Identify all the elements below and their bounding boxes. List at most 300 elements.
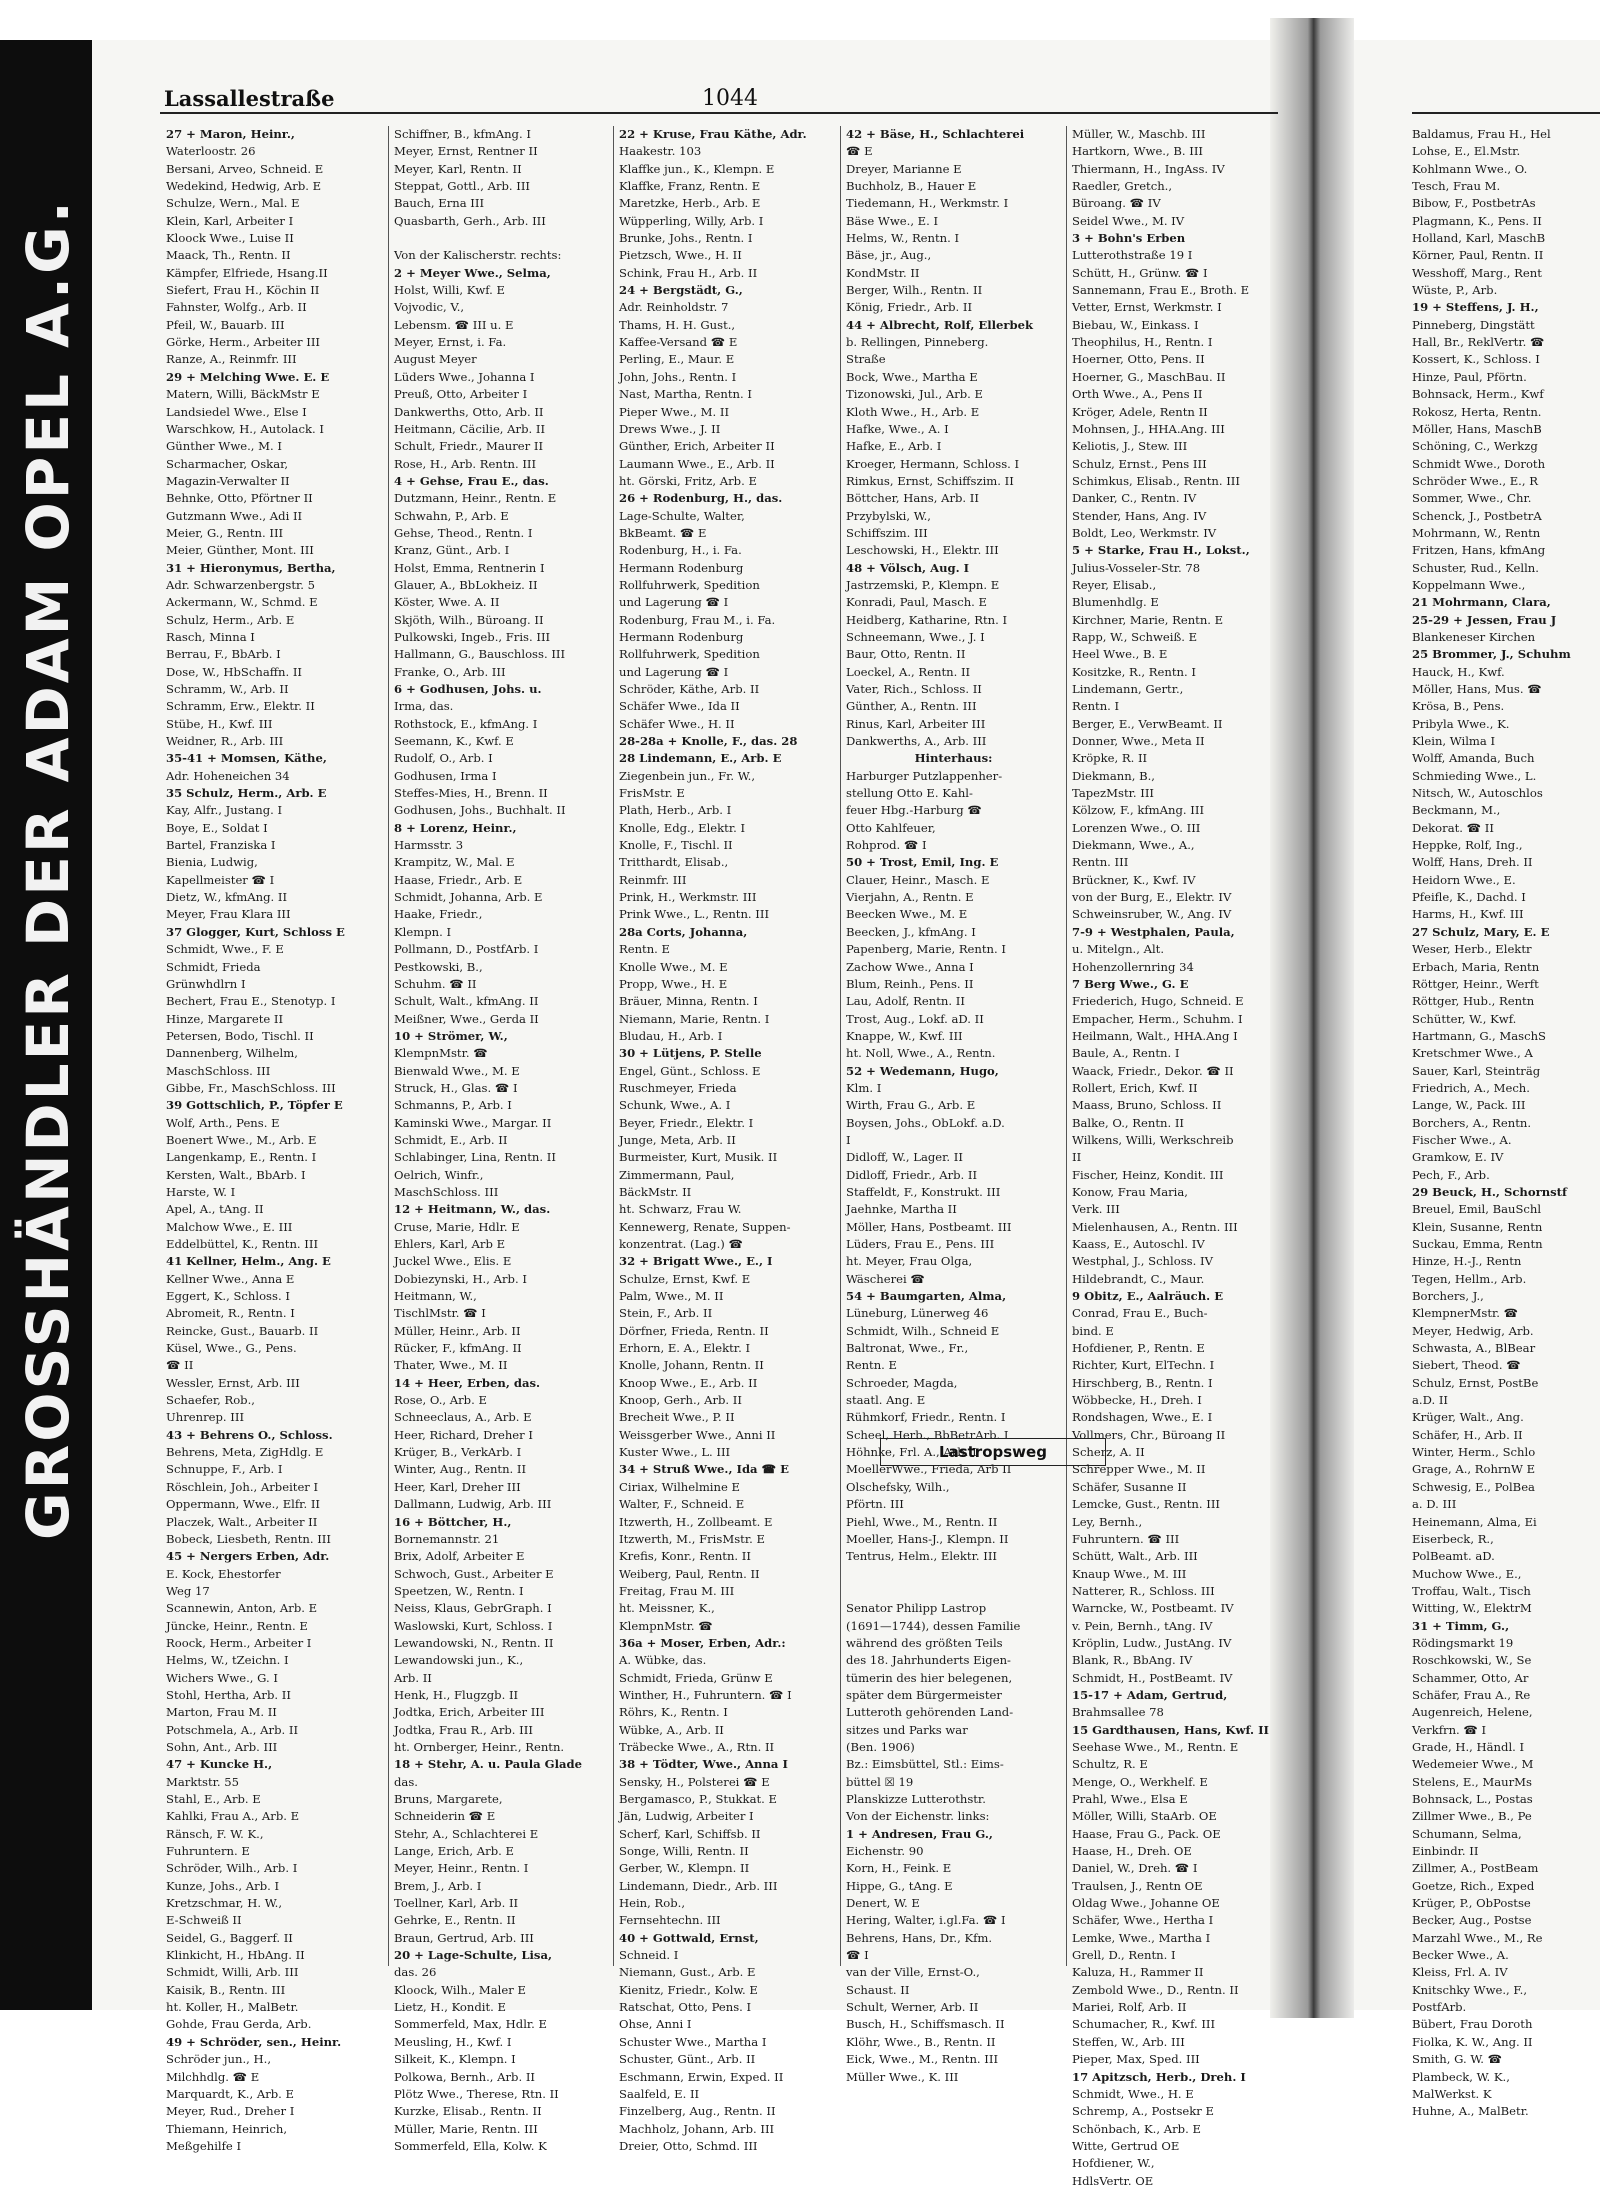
directory-entry: Schäfer, H., Arb. II: [1412, 1427, 1523, 1442]
directory-entry: Lohse, E., El.Mstr.: [1412, 144, 1521, 159]
directory-entry: Schmidt, Frieda: [166, 959, 261, 974]
directory-entry: Schneiderin ☎ E: [394, 1809, 496, 1824]
directory-entry: Schmidt, Wilh., Schneid E: [846, 1323, 1000, 1338]
directory-entry: Hauck, H., Kwf.: [1412, 664, 1505, 679]
directory-entry: Piehl, Wwe., M., Rentn. II: [846, 1514, 998, 1529]
directory-entry: van der Ville, Ernst-O.,: [846, 1965, 980, 1980]
directory-entry: 42 + Bäse, H., Schlachterei: [846, 127, 1025, 141]
directory-entry: Schäfer, Frau A., Re: [1412, 1687, 1531, 1702]
directory-entry: Lau, Adolf, Rentn. II: [846, 994, 965, 1009]
directory-entry: Schneemann, Wwe., J. I: [846, 629, 985, 644]
directory-entry: Stahl, E., Arb. E: [166, 1792, 261, 1806]
directory-entry: Steppat, Gottl., Arb. III: [394, 179, 531, 194]
directory-entry: Schmidt, Willi, Arb. III: [166, 1965, 299, 1980]
directory-entry: Schmidt, H., PostBeamt. IV: [1072, 1670, 1233, 1685]
directory-entry: Petersen, Bodo, Tischl. II: [166, 1028, 314, 1043]
directory-entry: Roock, Herm., Arbeiter I: [166, 1635, 312, 1650]
directory-entry: Burmeister, Kurt, Musik. II: [619, 1150, 778, 1165]
directory-entry: Diekmann, B.,: [1072, 768, 1155, 783]
directory-entry: Kaluza, H., Rammer II: [1072, 1965, 1204, 1980]
directory-entry: Lutteroth gehörenden Land-: [846, 1705, 1014, 1720]
directory-entry: MaschSchloss. III: [166, 1063, 271, 1078]
directory-entry: Hafke, E., Arb. I: [846, 439, 942, 454]
directory-entry: Meyer, Rud., Dreher I: [166, 2104, 295, 2119]
directory-entry: Schulze, Wern., Mal. E: [166, 196, 300, 211]
directory-entry: Steffes-Mies, H., Brenn. II: [394, 786, 548, 801]
directory-entry: Schramm, W., Arb. II: [166, 682, 289, 696]
directory-entry: Breuel, Emil, BauSchl: [1412, 1202, 1542, 1217]
directory-entry: Bobeck, Liesbeth, Rentn. III: [166, 1531, 331, 1546]
directory-entry: Kienitz, Friedr., Kolw. E: [619, 1982, 758, 1997]
directory-entry: Songe, Willi, Rentn. II: [619, 1844, 749, 1859]
directory-entry: Neiss, Klaus, GebrGraph. I: [394, 1601, 552, 1616]
directory-entry: Godhusen, Irma I: [394, 768, 497, 783]
directory-entry: Toellner, Karl, Arb. II: [394, 1896, 519, 1911]
directory-entry: 31 + Hieronymus, Bertha,: [166, 560, 336, 575]
directory-entry: 9 Obitz, E., Aalräuch. E: [1072, 1289, 1224, 1304]
directory-entry: 47 + Kuncke H.,: [166, 1757, 273, 1772]
directory-entry: 4 + Gehse, Frau E., das.: [394, 473, 549, 488]
directory-entry: Roschkowski, W., Se: [1412, 1653, 1532, 1668]
directory-entry: Vierjahn, A., Rentn. E: [846, 890, 974, 905]
directory-entry: Dreier, Otto, Schmd. III: [619, 2138, 758, 2153]
directory-entry: Knolle Wwe., M. E: [619, 959, 728, 974]
directory-entry: 16 + Böttcher, H.,: [394, 1514, 512, 1529]
directory-entry: Kapellmeister ☎ I: [166, 872, 275, 887]
directory-entry: Loeckel, A., Rentn. II: [846, 664, 971, 679]
directory-entry: Denert, W. E: [846, 1896, 920, 1911]
directory-entry: Weiberg, Paul, Rentn. II: [619, 1566, 760, 1581]
directory-entry: Marzahl Wwe., M., Re: [1412, 1930, 1543, 1945]
directory-entry: Buchholz, B., Hauer E: [846, 179, 977, 194]
directory-entry: Julius-Vosseler-Str. 78: [1072, 560, 1201, 575]
directory-entry: u. Mitelgn., Alt.: [1072, 942, 1165, 957]
directory-entry: Scharmacher, Oskar,: [166, 456, 289, 471]
directory-entry: Fischer Wwe., A.: [1412, 1132, 1512, 1147]
directory-entry: Mariei, Rolf, Arb. II: [1072, 2000, 1187, 2015]
directory-entry: Rapp, W., Schweiß. E: [1072, 629, 1198, 644]
directory-entry: Schulz, Ernst., Pens III: [1072, 456, 1207, 471]
directory-entry: Hafke, Wwe., A. I: [846, 421, 949, 436]
directory-entry: Sannemann, Frau E., Broth. E: [1072, 283, 1250, 298]
directory-entry: Lemcke, Gust., Rentn. III: [1072, 1497, 1220, 1512]
directory-entry: Dankwerths, A., Arb. III: [846, 734, 987, 749]
column-divider: [840, 126, 841, 1966]
directory-entry: 15 Gardthausen, Hans, Kwf. II: [1072, 1722, 1269, 1737]
directory-entry: Traulsen, J., Rentn OE: [1072, 1878, 1203, 1893]
directory-entry: Möller, Hans, Mus. ☎: [1412, 682, 1542, 696]
directory-entry: Tritthardt, Elisab.,: [619, 855, 729, 870]
directory-entry: Bohnsack, Herm., Kwf: [1412, 387, 1544, 402]
directory-entry: Bohnsack, L., Postas: [1412, 1792, 1533, 1806]
directory-entry: Gibbe, Fr., MaschSchloss. III: [166, 1080, 336, 1095]
directory-entry: Hermann Rodenburg: [619, 629, 744, 644]
directory-entry: Rodenburg, H., i. Fa.: [619, 543, 742, 558]
directory-entry: KlempnMstr. ☎: [619, 1618, 713, 1633]
directory-entry: Beecken Wwe., M. E: [846, 907, 968, 922]
directory-entry: 21 Mohrmann, Clara,: [1412, 595, 1551, 610]
directory-entry: Busch, H., Schiffsmasch. II: [846, 2017, 1005, 2032]
directory-entry: Bräuer, Minna, Rentn. I: [619, 994, 758, 1009]
directory-entry: Pieper, Max, Sped. III: [1072, 2052, 1200, 2067]
directory-entry: Gerber, W., Klempn. II: [619, 1861, 750, 1876]
directory-entry: Hartkorn, Wwe., B. III: [1072, 144, 1203, 159]
header-rule: [160, 112, 1278, 114]
directory-column-1: [166, 126, 384, 2153]
directory-entry: Kohlmann Wwe., O.: [1412, 161, 1528, 176]
directory-column-3: [619, 126, 835, 2153]
directory-entry: TischlMstr. ☎ I: [394, 1306, 486, 1321]
directory-entry: Moeller, Hans-J., Klempn. II: [846, 1531, 1009, 1546]
directory-entry: ht. Koller, H., MalBetr.: [166, 2000, 299, 2015]
directory-entry: Waslowski, Kurt, Schloss. I: [394, 1618, 553, 1633]
directory-entry: Blank, R., BbAng. IV: [1072, 1653, 1193, 1668]
directory-entry: Rothstock, E., kfmAng. I: [394, 716, 538, 731]
directory-entry: 35-41 + Momsen, Käthe,: [166, 751, 327, 766]
directory-entry: Sommerfeld, Ella, Kolw. K: [394, 2138, 547, 2153]
directory-entry: Bechert, Frau E., Stenotyp. I: [166, 994, 336, 1009]
directory-entry: [846, 1583, 1061, 1600]
directory-entry: Ackermann, W., Schmd. E: [166, 595, 318, 610]
directory-entry: Kloock Wwe., Luise II: [166, 231, 294, 246]
directory-entry: Marktstr. 55: [166, 1774, 240, 1789]
directory-entry: Schnuppe, F., Arb. I: [166, 1462, 283, 1477]
directory-entry: Wöbbecke, H., Dreh. I: [1072, 1393, 1202, 1408]
directory-entry: 50 + Trost, Emil, Ing. E: [846, 855, 999, 870]
directory-entry: Röttger, Hub., Rentn: [1412, 994, 1535, 1009]
directory-entry: PolBeamt. aD.: [1412, 1549, 1495, 1564]
directory-entry: Leschowski, H., Elektr. III: [846, 543, 999, 558]
directory-entry: Prink Wwe., L., Rentn. III: [619, 907, 770, 922]
directory-entry: Reinmfr. III: [619, 872, 687, 887]
directory-entry: Einbindr. II: [1412, 1844, 1479, 1859]
directory-entry: 5 + Starke, Frau H., Lokst.,: [1072, 543, 1250, 558]
directory-entry: Schmidt, Johanna, Arb. E: [394, 890, 543, 905]
directory-entry: v. Pein, Bernh., tAng. IV: [1072, 1618, 1213, 1633]
directory-entry: Gehrke, E., Rentn. II: [394, 1913, 516, 1928]
directory-entry: Lindemann, Gertr.,: [1072, 682, 1184, 696]
directory-entry: Küsel, Wwe., G., Pens.: [166, 1341, 297, 1356]
directory-entry: das. 26: [394, 1965, 437, 1980]
directory-entry: [846, 1566, 1061, 1583]
directory-entry: Wolf, Arth., Pens. E: [166, 1115, 280, 1130]
directory-entry: von der Burg, E., Elektr. IV: [1072, 890, 1232, 905]
directory-entry: Korn, H., Feink. E: [846, 1861, 952, 1876]
directory-entry: Uhrenrep. III: [166, 1410, 245, 1425]
directory-entry: Cruse, Marie, Hdlr. E: [394, 1219, 520, 1234]
directory-entry: Schwasta, A., BlBear: [1412, 1341, 1536, 1356]
directory-entry: Eick, Wwe., M., Rentn. III: [846, 2052, 999, 2067]
directory-entry: Schäfer, Wwe., Hertha I: [1072, 1913, 1214, 1928]
directory-entry: Schulz, Herm., Arb. E: [166, 612, 295, 627]
directory-entry: 2 + Meyer Wwe., Selma,: [394, 265, 551, 280]
directory-entry: Kaisik, B., Rentn. III: [166, 1982, 286, 1997]
directory-entry: Nast, Martha, Rentn. I: [619, 387, 752, 402]
directory-entry: Krefis, Konr., Rentn. II: [619, 1549, 751, 1564]
directory-entry: Rollert, Erich, Kwf. II: [1072, 1080, 1198, 1095]
directory-entry: Landsiedel Wwe., Else I: [166, 404, 307, 419]
directory-entry: Ley, Bernh.,: [1072, 1514, 1143, 1529]
directory-entry: Scheel, Herb., BbBetrArb. I: [846, 1427, 1009, 1442]
directory-entry: 37 Glogger, Kurt, Schloss E: [166, 924, 345, 939]
directory-entry: Rollfuhrwerk, Spedition: [619, 577, 760, 592]
directory-entry: Schäfer Wwe., Ida II: [619, 699, 740, 714]
directory-entry: Thater, Wwe., M. II: [394, 1358, 508, 1373]
directory-entry: Sohn, Ant., Arb. III: [166, 1739, 278, 1754]
directory-entry: Körner, Paul, Rentn. II: [1412, 248, 1544, 263]
directory-entry: Schmieding Wwe., L.: [1412, 768, 1537, 783]
directory-entry: Günther, A., Rentn. III: [846, 699, 977, 714]
directory-entry: Müller, W., Maschb. III: [1072, 127, 1206, 141]
directory-entry: Haase, Frau G., Pack. OE: [1072, 1826, 1221, 1841]
directory-entry: Tizonowski, Jul., Arb. E: [846, 387, 984, 402]
directory-entry: Potschmela, A., Arb. II: [166, 1722, 299, 1737]
directory-entry: Godhusen, Johs., Buchhalt. II: [394, 803, 566, 818]
directory-entry: bind. E: [1072, 1323, 1114, 1338]
directory-entry: Krüger, Walt., Ang.: [1412, 1410, 1524, 1425]
directory-entry: Krüger, B., VerkArb. I: [394, 1445, 522, 1460]
directory-entry: Thams, H. H. Gust.,: [619, 317, 736, 332]
directory-entry: Richter, Kurt, ElTechn. I: [1072, 1358, 1215, 1373]
directory-entry: Smith, G. W. ☎: [1412, 2052, 1503, 2067]
directory-entry: Grell, D., Rentn. I: [1072, 1948, 1176, 1963]
directory-entry: Dose, W., HbSchaffn. II: [166, 664, 302, 679]
directory-entry: BäckMstr. II: [619, 1184, 692, 1199]
directory-entry: Straße: [846, 352, 886, 367]
directory-entry: Rudolf, O., Arb. I: [394, 751, 493, 766]
directory-entry: Niemann, Gust., Arb. E: [619, 1965, 756, 1980]
directory-entry: Kaminski Wwe., Margar. II: [394, 1115, 552, 1130]
directory-entry: Weser, Herb., Elektr: [1412, 942, 1532, 957]
directory-entry: Finzelberg, Aug., Rentn. II: [619, 2104, 776, 2119]
directory-entry: Diekmann, Wwe., A.,: [1072, 838, 1195, 853]
directory-entry: Ziegenbein jun., Fr. W.,: [619, 768, 756, 783]
directory-entry: Rose, H., Arb. Rentn. III: [394, 456, 537, 471]
directory-entry: staatl. Ang. E: [846, 1393, 926, 1408]
directory-entry: Schwesig, E., PolBea: [1412, 1479, 1535, 1494]
directory-entry: MoellerWwe., Frieda, Arb II: [846, 1462, 1012, 1477]
directory-entry: Zillmer, A., PostBeam: [1412, 1861, 1539, 1876]
directory-entry: 3 + Bohn's Erben: [1072, 231, 1186, 246]
directory-entry: Pieper Wwe., M. II: [619, 404, 730, 419]
directory-entry: Beecken, J., kfmAng. I: [846, 924, 976, 939]
directory-entry: Engel, Günt., Schloss. E: [619, 1063, 761, 1078]
directory-entry: Beyer, Friedr., Elektr. I: [619, 1115, 754, 1130]
directory-entry: Wedemeier Wwe., M: [1412, 1757, 1534, 1772]
directory-entry: Mielenhausen, A., Rentn. III: [1072, 1219, 1238, 1234]
directory-entry: Schmidt, Frieda, Grünw E: [619, 1670, 773, 1685]
directory-entry: (1691—1744), dessen Familie: [846, 1618, 1021, 1633]
directory-entry: Muchow Wwe., E.,: [1412, 1566, 1522, 1581]
directory-entry: Didloff, Friedr., Arb. II: [846, 1167, 978, 1182]
directory-entry: Schaust. II: [846, 1982, 910, 1997]
directory-entry: 36a + Moser, Erben, Adr.:: [619, 1635, 786, 1650]
directory-entry: Struck, H., Glas. ☎ I: [394, 1080, 518, 1095]
directory-entry: Oldag Wwe., Johanne OE: [1072, 1896, 1220, 1911]
directory-entry: Hofdiener, P., Rentn. E: [1072, 1341, 1205, 1356]
directory-entry: b. Rellingen, Pinneberg.: [846, 335, 989, 350]
directory-entry: Schaefer, Rob.,: [166, 1393, 255, 1408]
directory-entry: das.: [394, 1774, 418, 1789]
directory-entry: Dobiezynski, H., Arb. I: [394, 1271, 527, 1286]
directory-entry: Wäscherei ☎: [846, 1271, 925, 1286]
directory-entry: Haake, Friedr.,: [394, 907, 483, 922]
directory-entry: Quasbarth, Gerh., Arb. III: [394, 213, 546, 228]
directory-entry: Machholz, Johann, Arb. III: [619, 2121, 775, 2136]
directory-entry: Boldt, Leo, Werkmstr. IV: [1072, 525, 1217, 540]
directory-entry: Berger, Wilh., Rentn. II: [846, 283, 983, 298]
directory-entry: Daniel, W., Dreh. ☎ I: [1072, 1861, 1198, 1876]
directory-entry: Lage-Schulte, Walter,: [619, 508, 745, 523]
directory-entry: Tentrus, Helm., Elektr. III: [846, 1549, 997, 1564]
directory-entry: Hippe, G., tAng. E: [846, 1878, 953, 1893]
directory-entry: Beckmann, M.,: [1412, 803, 1501, 818]
directory-entry: Bergamasco, P., Stukkat. E: [619, 1792, 777, 1806]
directory-entry: Rimkus, Ernst, Schiffszim. II: [846, 473, 1014, 488]
directory-entry: Perling, E., Maur. E: [619, 352, 735, 367]
directory-entry: Staffeldt, F., Konstrukt. III: [846, 1184, 1001, 1199]
directory-entry: Otto Kahlfeuer,: [846, 820, 936, 835]
directory-entry: Irma, das.: [394, 699, 454, 714]
directory-entry: Rentn. E: [619, 942, 671, 957]
directory-entry: Becker, Aug., Postse: [1412, 1913, 1532, 1928]
directory-entry: Seemann, K., Kwf. E: [394, 734, 514, 749]
directory-entry: Schroeder, Magda,: [846, 1375, 958, 1390]
directory-entry: Vollmers, Chr., Büroang II: [1072, 1427, 1226, 1442]
directory-entry: Preuß, Otto, Arbeiter I: [394, 387, 528, 402]
directory-entry: Fischer, Heinz, Kondit. III: [1072, 1167, 1224, 1182]
directory-entry: Pestkowski, B.,: [394, 959, 483, 974]
directory-entry: Jän, Ludwig, Arbeiter I: [619, 1809, 754, 1824]
directory-entry: Schmanns, P., Arb. I: [394, 1098, 512, 1113]
directory-entry: Marquardt, K., Arb. E: [166, 2086, 295, 2101]
directory-entry: Möller, Hans, MaschB: [1412, 421, 1542, 436]
directory-entry: Röhrs, K., Rentn. I: [619, 1705, 728, 1720]
directory-entry: Schröder jun., H.,: [166, 2052, 272, 2067]
directory-entry: Klein, Karl, Arbeiter I: [166, 213, 294, 228]
directory-entry: Klein, Wilma I: [1412, 734, 1496, 749]
directory-entry: Bartel, Franziska I: [166, 838, 276, 853]
directory-entry: Holland, Karl, MaschB: [1412, 231, 1546, 246]
directory-entry: 12 + Heitmann, W., das.: [394, 1202, 551, 1217]
directory-entry: Brix, Adolf, Arbeiter E: [394, 1549, 525, 1564]
directory-entry: Sommer, Wwe., Chr.: [1412, 491, 1532, 506]
directory-entry: Schunk, Wwe., A. I: [619, 1098, 731, 1113]
directory-entry: Matern, Willi, BäckMstr E: [166, 387, 320, 402]
directory-entry: Behrens, Meta, ZigHdlg. E: [166, 1445, 324, 1460]
directory-entry: Jodtka, Erich, Arbeiter III: [394, 1705, 545, 1720]
directory-entry: Schütt, Walt., Arb. III: [1072, 1549, 1198, 1564]
directory-entry: Kuster Wwe., L. III: [619, 1445, 731, 1460]
directory-entry: Maretzke, Herb., Arb. E: [619, 196, 761, 211]
directory-entry: Stein, F., Arb. II: [619, 1306, 713, 1321]
directory-entry: Natterer, R., Schloss. III: [1072, 1583, 1215, 1598]
directory-entry: KondMstr. II: [846, 265, 920, 280]
directory-entry: 10 + Strömer, W.,: [394, 1028, 508, 1043]
directory-entry: Wolff, Hans, Dreh. II: [1412, 855, 1533, 870]
directory-entry: Kay, Alfr., Justang. I: [166, 803, 283, 818]
directory-entry: Itzwerth, M., FrisMstr. E: [619, 1531, 765, 1546]
column-divider: [388, 126, 389, 1966]
directory-entry: Reincke, Gust., Bauarb. II: [166, 1323, 319, 1338]
directory-entry: Schütt, H., Grünw. ☎ I: [1072, 265, 1208, 280]
directory-entry: Harms, H., Kwf. III: [1412, 907, 1524, 922]
directory-entry: Rücker, F., kfmAng. II: [394, 1341, 522, 1356]
facing-header-rule: [1412, 112, 1600, 114]
directory-entry: Schwahn, P., Arb. E: [394, 508, 509, 523]
directory-entry: Klöhr, Wwe., B., Rentn. II: [846, 2034, 996, 2049]
directory-entry: Schammer, Otto, Ar: [1412, 1670, 1529, 1685]
directory-entry: Meyer, Frau Klara III: [166, 907, 291, 922]
directory-entry: Hoerner, G., MaschBau. II: [1072, 369, 1226, 384]
directory-entry: 20 + Lage-Schulte, Lisa,: [394, 1948, 553, 1963]
directory-entry: Pech, F., Arb.: [1412, 1167, 1490, 1182]
directory-entry: Wedekind, Hedwig, Arb. E: [166, 179, 322, 194]
directory-entry: Witte, Gertrud OE: [1072, 2138, 1180, 2153]
directory-entry: büttel ☒ 19: [846, 1774, 914, 1789]
directory-entry: 35 Schulz, Herm., Arb. E: [166, 786, 327, 801]
directory-entry: Krampitz, W., Mal. E: [394, 855, 515, 870]
directory-entry: 25-29 + Jessen, Frau J: [1412, 612, 1557, 627]
directory-entry: Franke, O., Arb. III: [394, 664, 506, 679]
directory-entry: Heitmann, Cäcilie, Arb. II: [394, 421, 546, 436]
directory-entry: Scherz, A. II: [1072, 1445, 1145, 1460]
directory-entry: Hinze, Paul, Pförtn.: [1412, 369, 1527, 384]
directory-entry: Pfeifle, K., Dachd. I: [1412, 890, 1526, 905]
book-gutter: [1270, 18, 1354, 2018]
directory-entry: Boysen, Johs., ObLokf. a.D.: [846, 1115, 1005, 1130]
directory-entry: Fritzen, Hans, kfmAng: [1412, 543, 1546, 558]
directory-entry: Schneeclaus, A., Arb. E: [394, 1410, 532, 1425]
directory-entry: Klm. I: [846, 1080, 882, 1095]
directory-entry: Ranze, A., Reinmfr. III: [166, 352, 297, 367]
scan-top-edge: [0, 0, 1600, 14]
directory-entry: Heinemann, Alma, Ei: [1412, 1514, 1537, 1529]
directory-entry: Glauer, A., BbLokheiz. II: [394, 577, 538, 592]
directory-entry: Lietz, H., Kondit. E: [394, 2000, 506, 2015]
directory-entry: Stohl, Hertha, Arb. II: [166, 1687, 291, 1702]
directory-entry: KlempnMstr. ☎: [394, 1046, 488, 1061]
directory-entry: Weg 17: [166, 1583, 210, 1598]
directory-entry: Hartmann, G., MaschS: [1412, 1028, 1546, 1043]
directory-entry: Knolle, F., Tischl. II: [619, 838, 733, 853]
directory-entry: Lorenzen Wwe., O. III: [1072, 820, 1201, 835]
directory-entry: und Lagerung ☎ I: [619, 664, 729, 679]
directory-entry: ht. Noll, Wwe., A., Rentn.: [846, 1046, 996, 1061]
directory-entry: ht. Görski, Fritz, Arb. E: [619, 473, 757, 488]
directory-entry: Augenreich, Helene,: [1412, 1705, 1533, 1720]
directory-entry: Hein, Rob.,: [619, 1896, 686, 1911]
directory-entry: konzentrat. (Lag.) ☎: [619, 1237, 743, 1251]
directory-entry: ht. Meyer, Frau Olga,: [846, 1254, 973, 1269]
directory-entry: Kahlki, Frau A., Arb. E: [166, 1809, 300, 1824]
directory-entry: Winter, Aug., Rentn. II: [394, 1462, 527, 1477]
directory-entry: Krösa, B., Pens.: [1412, 699, 1505, 714]
directory-entry: Lewandowski, N., Rentn. II: [394, 1635, 554, 1650]
directory-entry: Gehse, Theod., Rentn. I: [394, 525, 533, 540]
directory-entry: Friederich, Hugo, Schneid. E: [1072, 994, 1244, 1009]
directory-entry: 1 + Andresen, Frau G.,: [846, 1826, 993, 1841]
directory-entry: Rohprod. ☎ I: [846, 838, 927, 853]
directory-entry: Plath, Herb., Arb. I: [619, 803, 732, 818]
directory-entry: Braun, Gertrud, Arb. III: [394, 1930, 534, 1945]
directory-entry: Schröder Wwe., E., R: [1412, 473, 1538, 488]
directory-entry: König, Friedr., Arb. II: [846, 300, 973, 315]
directory-entry: Zachow Wwe., Anna I: [846, 959, 974, 974]
directory-entry: Lange, W., Pack. III: [1412, 1098, 1526, 1113]
directory-entry: Von der Kalischerstr. rechts:: [394, 248, 562, 263]
directory-entry: Blum, Reinh., Pens. II: [846, 976, 974, 991]
